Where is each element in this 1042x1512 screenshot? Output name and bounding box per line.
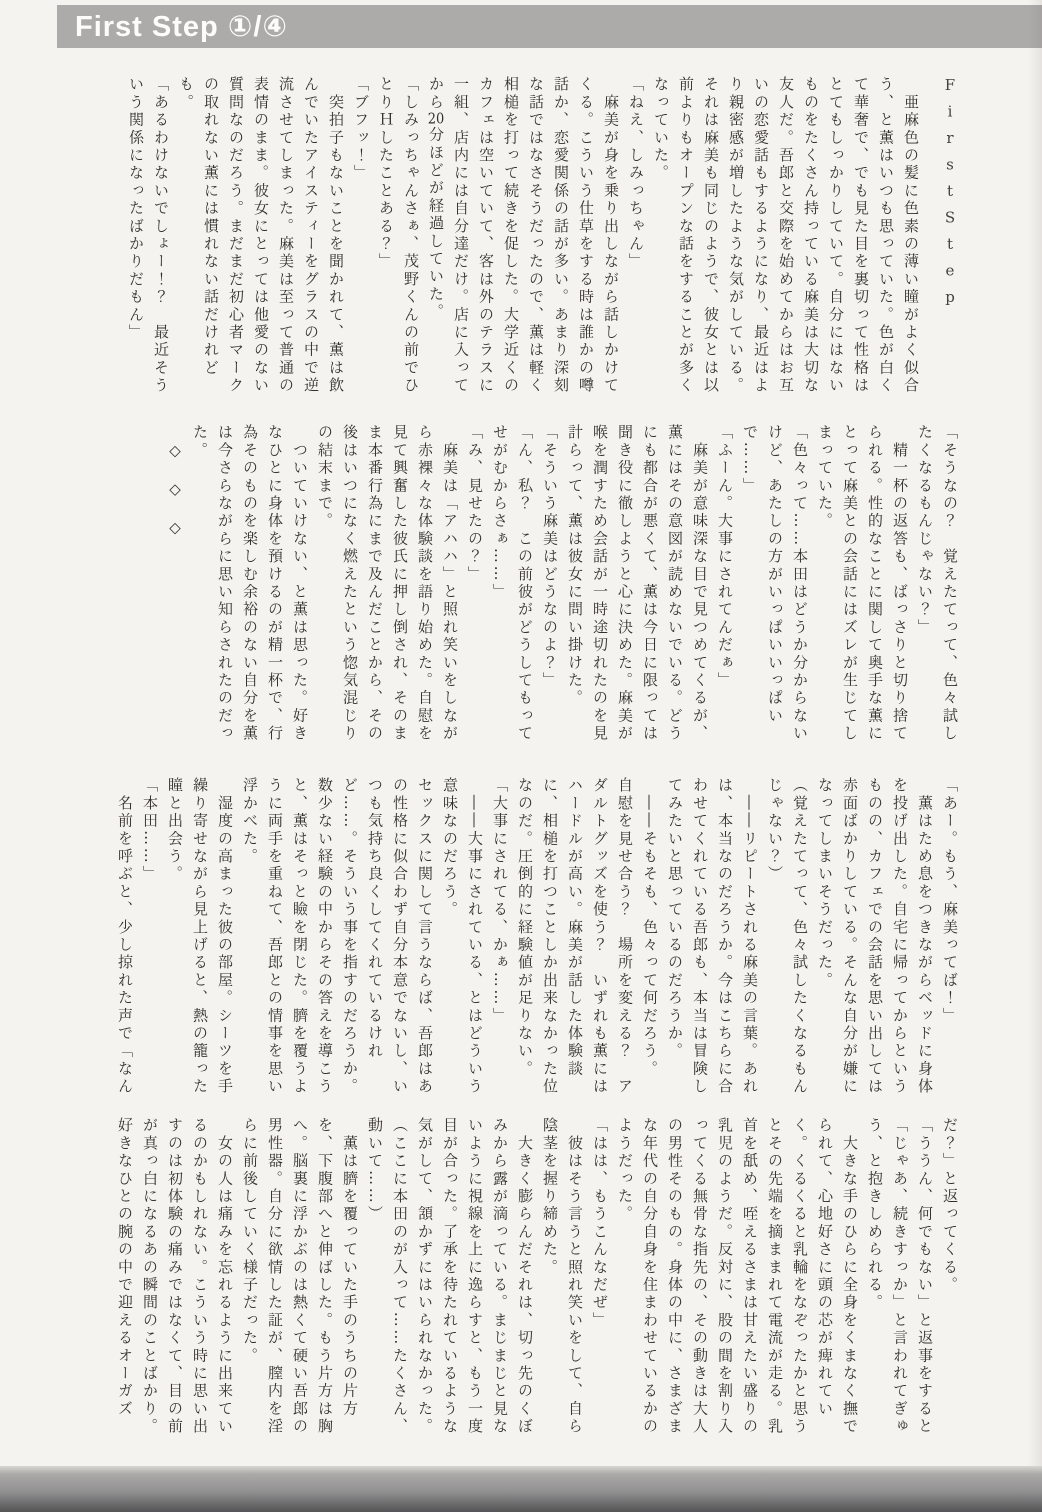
paragraph: 「そうなの？ 覚えたてって、色々試したくなるもんじゃない？」 [916,424,959,743]
paragraph: 突拍子もないことを聞かれて、薫は飲んでいたアイスティーをグラスの中で逆流させてしまった。麻美は至って普通の表情のまま。彼女にとっては他愛のない質問なのだろう。まだまだ初心者マークの取れない薫には慣れない話だけれども。 [177,76,345,395]
paragraph: 彼はそう言うと照れ笑いをして、自ら陰茎を握り締めた。 [541,1117,584,1436]
paragraph: （ここに本田のが入って……たくさん、動いて……） [366,1117,409,1436]
paragraph: 名前を呼ぶと、少し掠れた声で「なん [116,777,134,1096]
paragraph: ついていけない、と薫は思った。好きなひとに身体を預けるのが精一杯で、行為そのものを楽しむ余裕のない自分を薫は今さらながらに思い知らされたのだった。 [191,424,309,743]
paragraph: 「ううん、何でもない」と返事をすると「じゃあ、続きすっか」と言われてぎゅう、と抱きしめられる。 [866,1117,934,1436]
paragraph: 数少ない経験の中からその答えを導こうと、薫はそっと瞼を閉じた。臍を覆うように両手を重ねて、吾郎との情事を思い浮かべた。 [241,777,334,1096]
paragraph: 「はは、もうこんなだぜ」 [591,1117,609,1330]
paragraph: 麻美が身を乗り出しながら話しかけてくる。こういう仕草をする時は誰かの噂話か、恋愛関係の話が多い。あまり深刻な話ではなさそうだったので、薫は軽く相槌を打って続きを促した。大学近くのカフェは空いていて、客は外のテラスに一組、店内には自分達だけ。店に入ってから20分ほどが経過していた。 [427,76,620,395]
paragraph: 「そういう麻美はどうなのよ？」 [541,424,559,690]
paragraph: 大きく膨らんだそれは、切っ先のくぼみから露が滴っている。まじまじと見ないように視線を上に逸らすと、もう一度目が合った。了承を待たれているような気がして、頷かずにはいられなかった。 [416,1117,534,1436]
paragraph: 「み、見せたの？」 [466,424,484,584]
paragraph: 麻美が意味深な目で見つめてくるが、薫にはその意図が読めないでいる。どうにも都合が悪くて、薫は今日に限っては聞き役に徹しようと心に決めた。麻美が喉を潤すため会話が一時途切れたのを見計らって、薫は彼女に問い掛けた。 [566,424,709,743]
page-header-bar [57,5,1042,48]
paragraph: ――そもそも、色々って何だろう。 [641,777,659,1078]
paragraph: 精一杯の返答も、ばっさりと切り捨てられる。性的なことに関して奥手な薫にとって麻美との会話にはズレが生じてしまっていた。 [816,424,909,743]
paragraph: 薫は臍を覆っていた手のうちの片方を、下腹部へと伸ばした。もう片方は胸へ。脳裏に浮かぶのは熱くて硬い吾郎の男性器。自分に欲情した証が、膣内を淫らに前後していく様子だった。 [241,1117,359,1436]
paragraph: ――大事にされている、とはどういう意味なのだろう。 [441,777,484,1096]
paragraph: 「ねえ、しみっちゃん」 [627,76,645,271]
paragraph: 湿度の高まった彼の部屋。シーツを手繰り寄せながら見上げると、熱の籠った瞳と出会う。 [166,777,234,1096]
paragraph: 自慰を見せ合う？ 場所を変える？ アダルトグッズを使う？ いずれも薫にはハードルが高い。麻美が話した体験談に、相槌を打つことしか出来なかった位なのだ。圧倒的に経験値が足りない。 [516,777,634,1096]
page-edge-shadow [1028,0,1042,1466]
paragraph: ――リピートされる麻美の言葉。あれは、本当なのだろうか。今はこちらに合わせてくれている吾郎も、本当は冒険してみたいと思っているのだろうか。 [666,777,759,1096]
paragraph: 「ん、私？ この前彼がどうしてもってせがむからさぁ……」 [491,424,534,743]
text-band-2 [162,424,962,754]
story-title-vertical: FirstStep [941,76,959,315]
page-header-title: First Step ①/④ [75,11,288,43]
paragraph: 「大事にされてる、かぁ……」 [491,777,509,1025]
paragraph: 「あー。もう、麻美ってば！」 [941,777,959,1025]
paragraph: 「本田……」 [141,777,159,884]
paragraph: 「あるわけないでしょー！？ 最近そういう関係になったばかりだもん」 [127,76,170,395]
paragraph: 大きな手のひらに全身をくまなく撫でられて、心地好さに頭の芯が痺れていく。くるくると乳輪をなぞったかと思うとその先端を摘ままれて電流が走る。乳首を舐め、咥えるさまは甘えたい盛りの乳児のようだ。反対に、股の間を割り入ってくる無骨な指先の、その動きは大人の男性そのもの。身体の中に、さまざまな年代の自分自身を住まわせているかのようだった。 [616,1117,859,1436]
text-band-1 [123,76,962,406]
paragraph: 麻美は「アハハ」と照れ笑いをしながら赤裸々な体験談を語り始めた。自慰を見て興奮した彼氏に押し倒され、そのまま本番行為にまで及んだことから、その後はいつになく燃えたという惚気混じりの結末まで。 [316,424,459,743]
paragraph: 女の人は痛みを忘れるように出来ているのかもしれない。こういう時に思い出すのは初体験の痛みではなくて、目の前が真っ白になるあの瞬間のことばかり。好きなひとの腕の中で迎えるオーガズ [116,1117,234,1436]
paragraph: 「ふーん。大事にされてんだぁ」 [716,424,734,690]
paragraph: （覚えたてって、色々試したくなるもんじゃない？） [766,777,809,1096]
paragraph: だ？」と返ってくる。 [941,1117,959,1294]
page-bottom-edge [0,1466,1042,1512]
text-band-4 [112,1117,962,1447]
paragraph: ◇ ◇ ◇ [166,424,184,540]
paragraph: 「色々って……本田はどうか分からないけど、あたしの方がいっぱいいっぱいで……」 [741,424,809,743]
paragraph: 「しみっちゃんさぁ、茂野くんの前でひとりＨしたことある？」 [377,76,420,395]
paragraph: セックスに関して言うならば、吾郎はあの性格に似合わず自分本意でないし、いつも気持ち良くしてくれているけれど……。そういう事を指すのだろうか。 [341,777,434,1096]
paragraph: 薫はため息をつきながらベッドに身体を投げ出した。自宅に帰ってからというものの、カフェでの会話を思い出しては赤面ばかりしている。そんな自分が嫌になってしまいそうだった。 [816,777,934,1096]
paragraph: 亜麻色の髪に色素の薄い瞳がよく似合う、と薫はいつも思っていた。色が白くて華奢で、でも見た目を裏切って性格はとてもしっかりしていて。自分にはないものをたくさん持っている麻美は大切な友人だ。吾郎と交際を始めてからはお互いの恋愛話もするようになり、最近はより親密感が増したような気がしている。それは麻美も同じのようで、彼女とは以前よりもオープンな話をすることが多くなっていた。 [652,76,920,395]
text-band-3 [112,777,962,1107]
paragraph: 「ブフッ！」 [352,76,370,183]
